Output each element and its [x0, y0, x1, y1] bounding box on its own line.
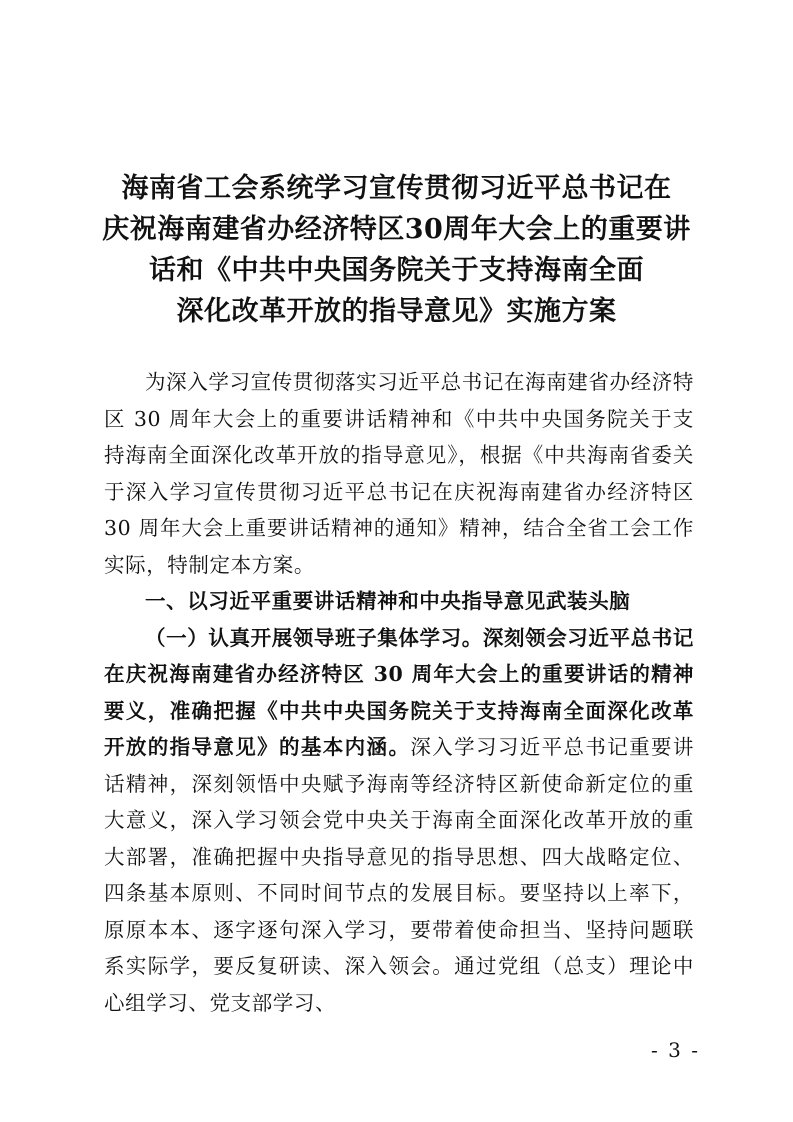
document-body: [104, 364, 694, 1021]
subsection-1-text: 深入学习习近平总书记重要讲话精神，深刻领悟中央赋予海南等经济特区新使命新定位的重大意义，深入学习领会党中央关于海南全面深化改革开放的重大部署，准确把握中央指导意见的指导思想、四大战略定位、四条基本原则、不同时间节点的发展目标。要坚持以上率下，原原本本、逐字逐句深入学习，要带着使命担当、坚持问题联系实际学，要反复研读、深入领会。通过党组（总支）理论中心组学习、党支部学习、: [104, 735, 694, 1015]
page-number: - 3 -: [651, 1038, 700, 1062]
intro-paragraph: 为深入学习宣传贯彻落实习近平总书记在海南建省办经济特区 30 周年大会上的重要讲话精神和《中共中央国务院关于支持海南全面深化改革开放的指导意见》，根据《中共海南省委关于深入学习宣传贯彻习近平总书记在庆祝海南建省办经济特区 30 周年大会上重要讲话精神的通知》精神，结合全省工会工作实际，特制定本方案。: [104, 370, 694, 577]
subsection-paragraph-1: [104, 620, 694, 1022]
document-title: [80, 168, 713, 332]
title-line-3: 话和《中共中央国务院关于支持海南全面: [149, 255, 644, 286]
title-line-2: 庆祝海南建省办经济特区30周年大会上的重要讲: [102, 214, 691, 245]
section-heading-1: 一、以习近平重要讲话精神和中央指导意见武装头脑: [145, 589, 631, 613]
title-line-1: 海南省工会系统学习宣传贯彻习近平总书记在: [121, 173, 672, 204]
subsection-1-bold-lead: （一）认真开展领导班子集体学习。深刻领会习近平总书记在庆祝海南建省办经济特区 30 周年大会上的重要讲话的精神要义，准确把握《中共中央国务院关于支持海南全面深化改革开放的指导意见》的基本内涵。: [104, 625, 694, 759]
title-line-4: 深化改革开放的指导意见》实施方案: [176, 296, 617, 327]
